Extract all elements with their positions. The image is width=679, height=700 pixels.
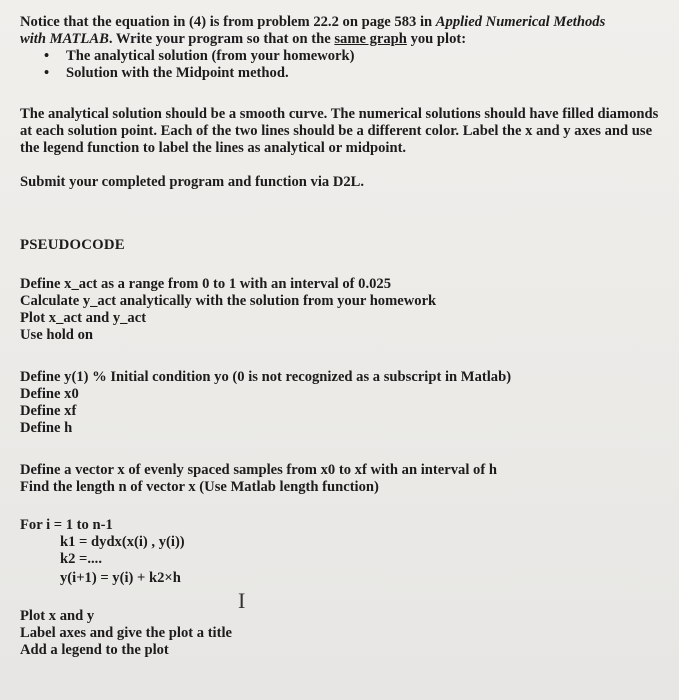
pseudocode-line: Calculate y_act analytically with the solution from your homework xyxy=(20,293,437,309)
intro-line2-end: you plot: xyxy=(406,31,467,47)
loop-body-line: k1 = dydx(x(i) , y(i)) xyxy=(60,534,185,550)
document-content xyxy=(20,14,665,659)
pseudocode-block-4 xyxy=(20,608,665,659)
loop-body-line: y(i+1) = y(i) + k2×h xyxy=(60,570,181,586)
book-title: Applied Numerical Methods xyxy=(435,14,606,30)
pseudocode-block-3 xyxy=(20,462,665,496)
pseudocode-block-1 xyxy=(20,276,665,344)
pseudocode-loop xyxy=(20,517,665,587)
pseudocode-line: Define x0 xyxy=(20,386,79,402)
bullet-icon: • xyxy=(44,65,50,81)
pseudocode-line: Plot x_act and y_act xyxy=(20,310,147,326)
pseudocode-block-2 xyxy=(20,369,665,437)
pseudocode-line: Define x_act as a range from 0 to 1 with an interval of 0.025 xyxy=(20,276,392,292)
intro-paragraph xyxy=(20,14,665,48)
same-graph-text: same graph xyxy=(334,31,407,47)
intro-line1-text: Notice that the equation in (4) is from problem 22.2 on page 583 in xyxy=(20,14,436,30)
pseudocode-line: Add a legend to the plot xyxy=(20,642,169,658)
pseudocode-heading: PSEUDOCODE xyxy=(20,237,125,253)
plot-items-list xyxy=(20,48,665,82)
list-item-text: Solution with the Midpoint method. xyxy=(66,65,289,81)
loop-body-line: k2 =.... xyxy=(60,551,102,567)
pseudocode-line: Plot x and y xyxy=(20,608,95,624)
pseudocode-line: Define y(1) % Initial condition yo (0 is not recognized as a subscript in Matlab) xyxy=(20,369,512,385)
requirements-paragraph: The analytical solution should be a smooth curve. The numerical solutions should have filled diamonds at each solution point. Each of the two lines should be a different color. Label the x and y axes and use the legend function to label the lines as analytical or midpoint. xyxy=(20,106,659,156)
pseudocode-line: Use hold on xyxy=(20,327,93,343)
intro-line2-text: . Write your program so that on the xyxy=(108,31,335,47)
list-item xyxy=(44,48,665,65)
pseudocode-line: Label axes and give the plot a title xyxy=(20,625,233,641)
pseudocode-line: Define xf xyxy=(20,403,77,419)
book-title-continued: with MATLAB xyxy=(20,31,109,47)
list-item xyxy=(44,65,665,82)
text-cursor-icon: I xyxy=(238,588,246,613)
pseudocode-line: Define h xyxy=(20,420,73,436)
pseudocode-line: Define a vector x of evenly spaced samples from x0 to xf with an interval of h xyxy=(20,462,497,478)
loop-header: For i = 1 to n-1 xyxy=(20,517,113,533)
pseudocode-line: Find the length n of vector x (Use Matlab length function) xyxy=(20,479,379,495)
list-item-text: The analytical solution (from your homework) xyxy=(66,48,355,64)
submit-paragraph: Submit your completed program and function via D2L. xyxy=(20,174,365,190)
bullet-icon: • xyxy=(44,48,50,64)
